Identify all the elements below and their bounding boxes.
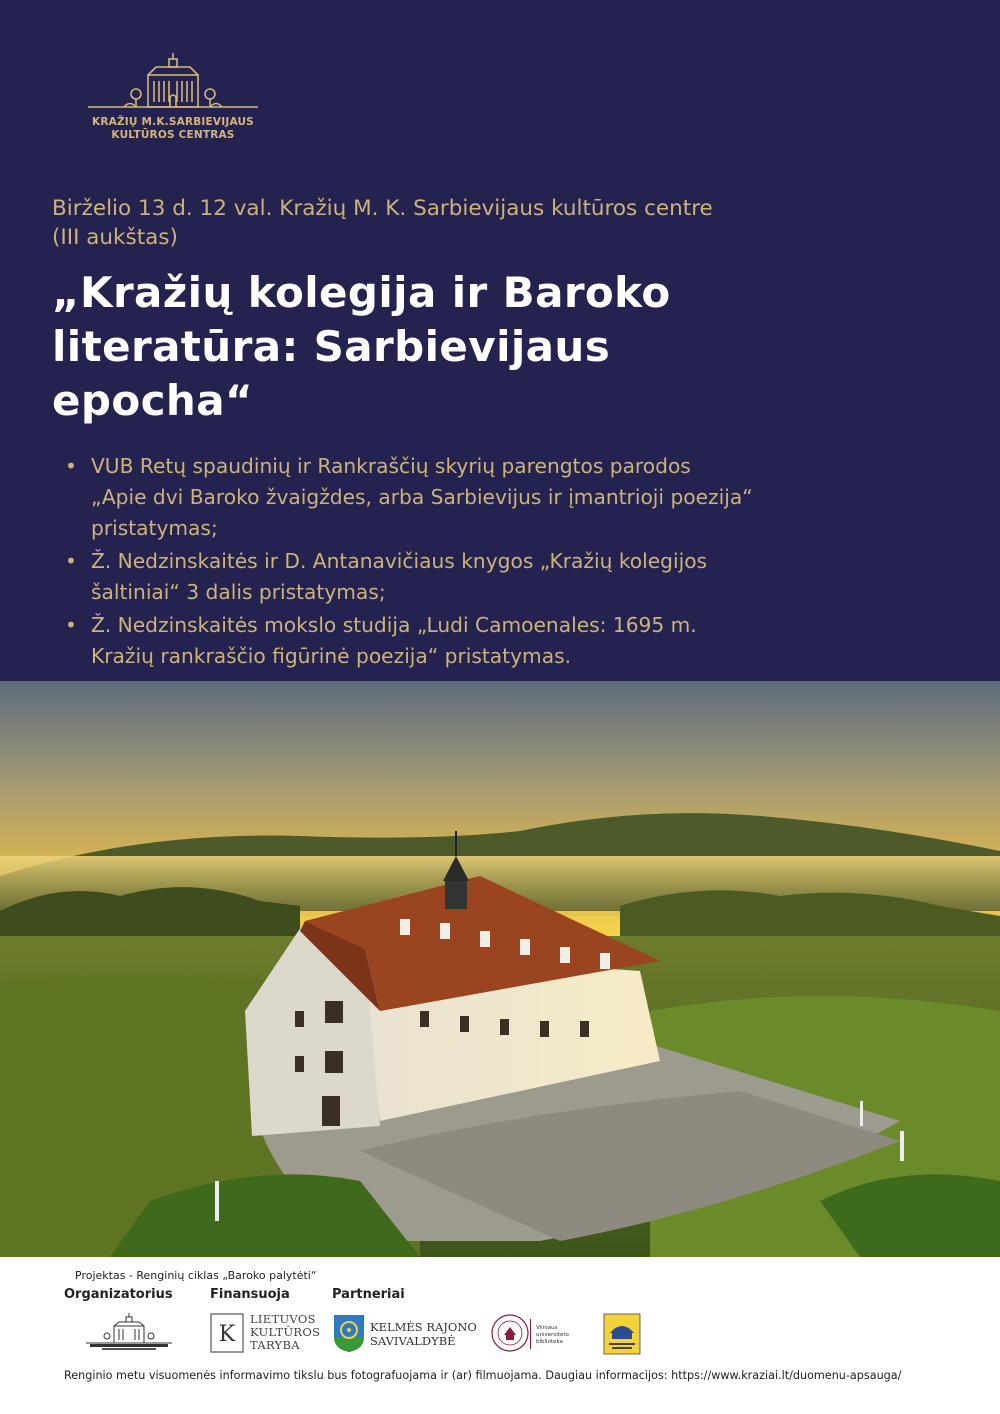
bullet-icon: •: [65, 549, 77, 573]
program-item: [62, 546, 972, 608]
event-datetime-line-1: Birželio 13 d. 12 val. Kražių M. K. Sarbievijaus kultūros centre: [52, 196, 713, 221]
council-line-1: LIETUVOS: [250, 1312, 316, 1326]
program-item: [62, 451, 972, 544]
sunrise-landscape-image: [0, 681, 1000, 1257]
kelme-municipality-logo: [332, 1313, 477, 1355]
palace-icon: [84, 1311, 174, 1351]
program-item-line: šaltiniai“ 3 dalis pristatymas;: [91, 580, 386, 604]
program-item-line: „Apie dvi Baroko žvaigždes, arba Sarbievijus ir įmantrioji poezija“: [91, 485, 753, 509]
council-line-3: TARYBA: [250, 1338, 300, 1352]
program-item-line: Kražių rankraščio figūrinė poezija“ pristatymas.: [91, 644, 572, 668]
project-name: Projektas - Renginių ciklas „Baroko palytėti“: [75, 1269, 317, 1282]
event-title-line-2: literatūra: Sarbievijaus: [52, 322, 611, 371]
program-list: [62, 451, 972, 674]
footer: [0, 1257, 1000, 1414]
event-title: [52, 266, 972, 428]
program-item-line: Ž. Nedzinskaitės ir D. Antanavičiaus knygos „Kražių kolegijos: [91, 549, 708, 573]
bullet-icon: •: [65, 613, 77, 637]
kraziai-emblem-logo: [603, 1313, 641, 1355]
bullet-icon: •: [65, 454, 77, 478]
council-k-icon: [210, 1313, 244, 1353]
cultural-centre-logo: [84, 50, 262, 142]
organizer-logo: [84, 1311, 174, 1351]
event-title-line-3: epocha“: [52, 376, 253, 425]
event-datetime-line-2: (III aukštas): [52, 225, 178, 250]
logo-divider: [530, 1319, 531, 1349]
program-item-line: pristatymas;: [91, 516, 218, 540]
event-title-line-1: „Kražių kolegija ir Baroko: [52, 268, 671, 317]
partners-label: Partneriai: [332, 1287, 405, 1302]
library-line-3: biblioteka: [536, 1339, 563, 1345]
university-seal-icon: [490, 1313, 530, 1353]
coat-of-arms-icon: [332, 1313, 366, 1353]
header-panel: [0, 0, 1000, 681]
lithuanian-council-for-culture-logo: [210, 1313, 325, 1355]
funder-label: Finansuoja: [210, 1287, 290, 1302]
yellow-emblem-icon: [603, 1313, 641, 1355]
logo-line-1: KRAŽIŲ M.K.SARBIEVIJAUS: [92, 116, 254, 128]
library-line-1: Vilniaus: [536, 1325, 558, 1331]
council-line-2: KULTŪROS: [250, 1325, 321, 1339]
program-item-line: VUB Retų spaudinių ir Rankraščių skyrių parengtos parodos: [91, 454, 691, 478]
svg-text:K: K: [218, 1322, 236, 1347]
event-datetime: [52, 194, 952, 252]
municipality-line-1: KELMĖS RAJONO: [370, 1320, 477, 1334]
vilnius-university-library-logo: [490, 1313, 580, 1355]
data-protection-notice: Renginio metu visuomenės informavimo tikslu bus fotografuojama ir (ar) filmuojama. Daugiau informacijos: https://www.kraziai.lt/duomenu-apsauga/: [64, 1369, 902, 1382]
palace-icon: [84, 50, 262, 114]
logo-line-2: KULTŪROS CENTRAS: [111, 129, 235, 141]
program-item: [62, 610, 972, 672]
college-building-photo: [0, 681, 1000, 1257]
library-line-2: universiteto: [536, 1332, 569, 1338]
municipality-line-2: SAVIVALDYBĖ: [370, 1334, 456, 1348]
organizer-label: Organizatorius: [64, 1287, 173, 1302]
program-item-line: Ž. Nedzinskaitės mokslo studija „Ludi Camoenales: 1695 m.: [91, 613, 697, 637]
